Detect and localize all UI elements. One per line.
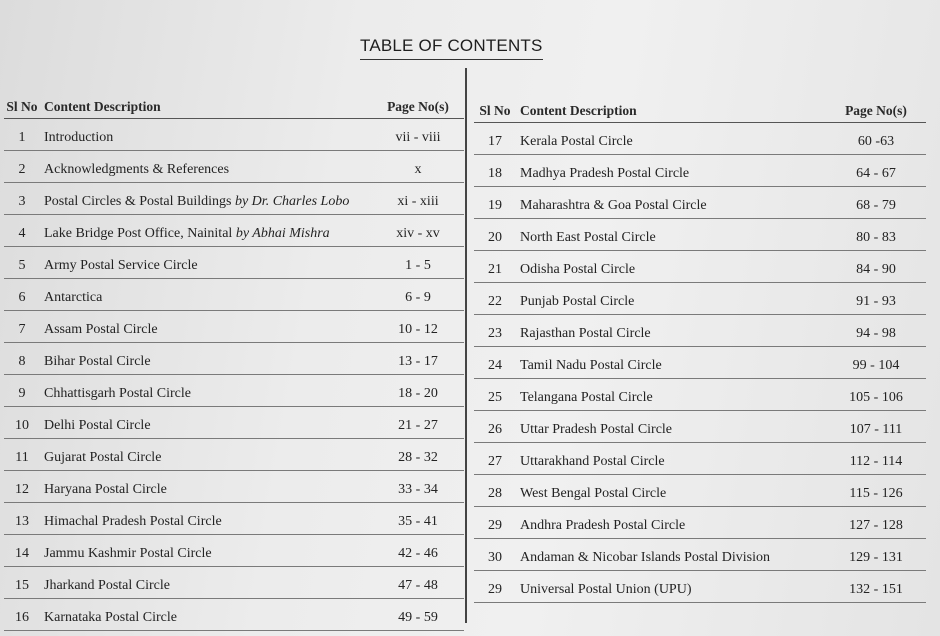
toc-sl-no: 13 xyxy=(15,514,29,529)
toc-title: Telangana Postal Circle xyxy=(520,390,653,405)
toc-sl-no: 11 xyxy=(15,450,29,465)
toc-sl-no: 7 xyxy=(18,322,26,337)
toc-page-range: 107 - 111 xyxy=(849,422,903,437)
toc-row xyxy=(4,311,464,343)
toc-sl-no: 26 xyxy=(488,422,502,437)
toc-page-range: 33 - 34 xyxy=(398,482,438,497)
toc-page-range: 35 - 41 xyxy=(398,514,438,529)
toc-page-range: 47 - 48 xyxy=(398,578,438,593)
toc-row xyxy=(4,471,464,503)
toc-sl-no: 20 xyxy=(488,230,502,245)
toc-title: Uttarakhand Postal Circle xyxy=(520,454,665,469)
toc-row xyxy=(474,347,926,379)
toc-description xyxy=(516,326,826,346)
toc-description xyxy=(516,294,826,314)
toc-row xyxy=(4,215,464,247)
toc-description xyxy=(516,422,826,442)
toc-title: Delhi Postal Circle xyxy=(44,418,151,433)
toc-description xyxy=(40,386,372,406)
toc-row xyxy=(4,375,464,407)
toc-title: Army Postal Service Circle xyxy=(44,258,198,273)
toc-page-range: 91 - 93 xyxy=(856,294,896,309)
toc-row xyxy=(474,251,926,283)
toc-title: Universal Postal Union (UPU) xyxy=(520,582,692,597)
toc-row xyxy=(4,247,464,279)
toc-page-range: 28 - 32 xyxy=(398,450,438,465)
header-content-description: Content Description xyxy=(44,99,161,114)
toc-page-range: 115 - 126 xyxy=(849,486,903,501)
toc-title: Karnataka Postal Circle xyxy=(44,610,177,625)
toc-title: Bihar Postal Circle xyxy=(44,354,151,369)
toc-title: Acknowledgments & References xyxy=(44,162,230,177)
toc-row xyxy=(4,567,464,599)
toc-title: Introduction xyxy=(44,130,114,145)
toc-title: Punjab Postal Circle xyxy=(520,294,635,309)
toc-row xyxy=(4,151,464,183)
toc-sl-no: 6 xyxy=(18,290,26,305)
toc-sl-no: 14 xyxy=(15,546,29,561)
toc-row xyxy=(474,283,926,315)
toc-title: Postal Circles & Postal Buildings xyxy=(44,194,235,209)
toc-sl-no: 29 xyxy=(488,582,502,597)
toc-page-range: 1 - 5 xyxy=(405,258,431,273)
toc-row xyxy=(474,219,926,251)
toc-sl-no: 15 xyxy=(15,578,29,593)
toc-page-range: 42 - 46 xyxy=(398,546,438,561)
page-title: TABLE OF CONTENTS xyxy=(360,36,543,60)
toc-sl-no: 17 xyxy=(488,134,502,149)
toc-row xyxy=(474,379,926,411)
toc-row xyxy=(474,507,926,539)
toc-page-range: 6 - 9 xyxy=(405,290,431,305)
toc-title: West Bengal Postal Circle xyxy=(520,486,667,501)
toc-row xyxy=(474,443,926,475)
column-divider xyxy=(465,68,467,623)
toc-page-range: xiv - xv xyxy=(396,226,440,241)
toc-description xyxy=(516,518,826,538)
toc-row xyxy=(474,155,926,187)
toc-title: Maharashtra & Goa Postal Circle xyxy=(520,198,707,213)
toc-description xyxy=(40,418,372,438)
toc-author: by Dr. Charles Lobo xyxy=(234,194,350,209)
toc-title: Himachal Pradesh Postal Circle xyxy=(44,514,222,529)
toc-sl-no: 23 xyxy=(488,326,502,341)
header-page-nos: Page No(s) xyxy=(387,99,449,114)
toc-row xyxy=(474,187,926,219)
toc-description xyxy=(516,454,826,474)
header-sl-no: Sl No xyxy=(6,99,38,114)
toc-description xyxy=(40,610,372,630)
toc-title: North East Postal Circle xyxy=(520,230,656,245)
toc-page-range: 13 - 17 xyxy=(398,354,438,369)
toc-description xyxy=(516,166,826,186)
toc-description xyxy=(40,450,372,470)
toc-title: Andaman & Nicobar Islands Postal Division xyxy=(520,550,771,565)
toc-row xyxy=(4,183,464,215)
toc-title: Lake Bridge Post Office, Nainital xyxy=(44,226,236,241)
toc-sl-no: 29 xyxy=(488,518,502,533)
toc-sl-no: 21 xyxy=(488,262,502,277)
toc-description xyxy=(516,134,826,154)
toc-description xyxy=(40,162,372,182)
toc-description xyxy=(516,198,826,218)
toc-description xyxy=(40,194,372,214)
toc-page-range: 21 - 27 xyxy=(398,418,438,433)
toc-page-range: 80 - 83 xyxy=(856,230,896,245)
toc-header xyxy=(4,96,464,119)
toc-sl-no: 19 xyxy=(488,198,502,213)
toc-description xyxy=(40,578,372,598)
toc-sl-no: 16 xyxy=(15,610,29,625)
toc-description xyxy=(40,258,372,278)
toc-page-range: xi - xiii xyxy=(397,194,439,209)
toc-page-range: 49 - 59 xyxy=(398,610,438,625)
toc-description xyxy=(40,226,372,246)
toc-title: Andhra Pradesh Postal Circle xyxy=(520,518,686,533)
toc-sl-no: 27 xyxy=(488,454,502,469)
toc-row xyxy=(474,571,926,603)
toc-title: Assam Postal Circle xyxy=(44,322,158,337)
toc-description xyxy=(40,482,372,502)
toc-description xyxy=(516,486,826,506)
toc-page-range: 132 - 151 xyxy=(849,582,903,597)
toc-row xyxy=(4,503,464,535)
toc-row xyxy=(4,439,464,471)
toc-description xyxy=(516,230,826,250)
toc-page-range: 60 -63 xyxy=(857,134,895,149)
toc-sl-no: 5 xyxy=(18,258,26,273)
toc-page-range: 84 - 90 xyxy=(856,262,896,277)
toc-page-range: 64 - 67 xyxy=(856,166,896,181)
toc-page-range: 99 - 104 xyxy=(852,358,900,373)
toc-row xyxy=(4,407,464,439)
toc-description xyxy=(40,514,372,534)
toc-sl-no: 2 xyxy=(18,162,26,177)
toc-sl-no: 22 xyxy=(488,294,502,309)
toc-sl-no: 10 xyxy=(15,418,29,433)
toc-title: Antarctica xyxy=(44,290,103,305)
toc-header xyxy=(474,100,926,123)
toc-description xyxy=(40,546,372,566)
toc-title: Haryana Postal Circle xyxy=(44,482,167,497)
toc-page-range: 10 - 12 xyxy=(398,322,438,337)
toc-page-range: 68 - 79 xyxy=(856,198,896,213)
header-sl-no: Sl No xyxy=(479,103,511,118)
toc-title: Tamil Nadu Postal Circle xyxy=(520,358,662,373)
toc-description xyxy=(516,582,826,602)
toc-description xyxy=(516,390,826,410)
toc-title: Jharkand Postal Circle xyxy=(44,578,170,593)
toc-sl-no: 4 xyxy=(18,226,26,241)
toc-row xyxy=(4,599,464,631)
toc-title: Jammu Kashmir Postal Circle xyxy=(44,546,212,561)
toc-sl-no: 8 xyxy=(18,354,26,369)
header-content-description: Content Description xyxy=(520,103,637,118)
toc-title: Uttar Pradesh Postal Circle xyxy=(520,422,673,437)
toc-sl-no: 30 xyxy=(488,550,502,565)
toc-right-column xyxy=(474,100,926,603)
toc-page-range: 105 - 106 xyxy=(849,390,903,405)
toc-description xyxy=(40,322,372,342)
toc-row xyxy=(474,539,926,571)
toc-row xyxy=(474,123,926,155)
toc-sl-no: 18 xyxy=(488,166,502,181)
header-page-nos: Page No(s) xyxy=(845,103,907,118)
toc-row xyxy=(4,119,464,151)
toc-page-range: 94 - 98 xyxy=(856,326,896,341)
toc-description xyxy=(516,262,826,282)
toc-sl-no: 9 xyxy=(18,386,26,401)
toc-description xyxy=(40,354,372,374)
toc-page-range: 112 - 114 xyxy=(849,454,903,469)
toc-row xyxy=(4,343,464,375)
toc-title: Kerala Postal Circle xyxy=(520,134,633,149)
toc-title: Gujarat Postal Circle xyxy=(44,450,162,465)
toc-page-range: 129 - 131 xyxy=(849,550,903,565)
toc-row xyxy=(474,411,926,443)
toc-row xyxy=(4,535,464,567)
toc-title: Chhattisgarh Postal Circle xyxy=(44,386,191,401)
toc-description xyxy=(40,290,372,310)
toc-title: Madhya Pradesh Postal Circle xyxy=(520,166,690,181)
toc-description xyxy=(516,550,826,570)
toc-page-range: x xyxy=(414,162,422,177)
toc-left-column xyxy=(4,96,464,631)
toc-row xyxy=(474,475,926,507)
toc-description xyxy=(40,130,372,150)
toc-sl-no: 1 xyxy=(18,130,26,145)
toc-row xyxy=(4,279,464,311)
toc-sl-no: 3 xyxy=(18,194,26,209)
toc-title: Rajasthan Postal Circle xyxy=(520,326,651,341)
toc-description xyxy=(516,358,826,378)
toc-page-range: vii - viii xyxy=(395,130,441,145)
toc-sl-no: 12 xyxy=(15,482,29,497)
toc-sl-no: 28 xyxy=(488,486,502,501)
toc-page-range: 127 - 128 xyxy=(849,518,903,533)
toc-sl-no: 24 xyxy=(488,358,502,373)
toc-title: Odisha Postal Circle xyxy=(520,262,636,277)
toc-row xyxy=(474,315,926,347)
toc-sl-no: 25 xyxy=(488,390,502,405)
toc-page-range: 18 - 20 xyxy=(398,386,438,401)
toc-author: by Abhai Mishra xyxy=(235,226,330,241)
